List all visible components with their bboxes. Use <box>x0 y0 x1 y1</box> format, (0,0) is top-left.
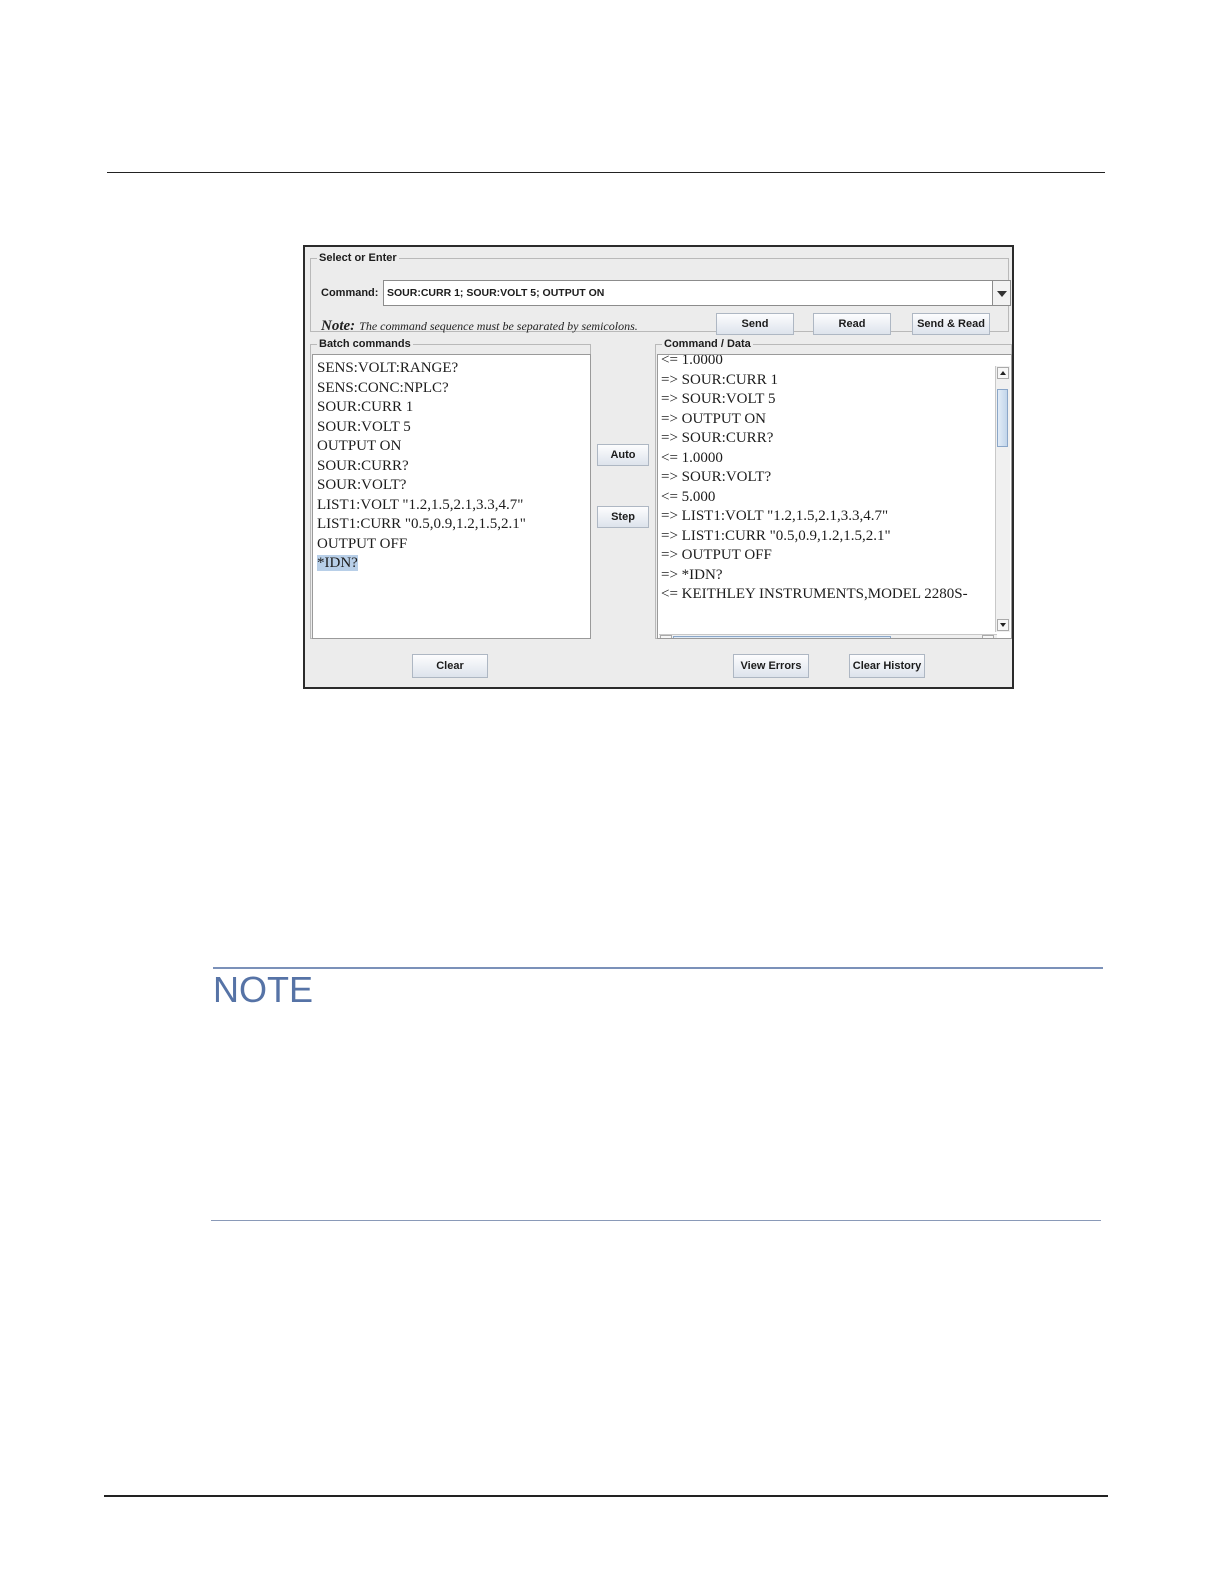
chevron-down-icon[interactable] <box>992 281 1010 305</box>
horizontal-scrollbar[interactable] <box>659 634 997 639</box>
step-button[interactable]: Step <box>597 506 649 528</box>
history-line: => OUTPUT OFF <box>661 547 772 563</box>
horizontal-scroll-thumb[interactable] <box>673 636 891 639</box>
history-line: <= 1.0000 <box>661 354 723 368</box>
batch-command-line[interactable] <box>317 535 586 555</box>
command-data-title: Command / Data <box>664 338 751 350</box>
batch-command-line[interactable] <box>317 457 586 477</box>
command-data-group <box>655 338 1012 639</box>
batch-command-text: OUTPUT OFF <box>317 535 408 552</box>
command-history-pane[interactable] <box>657 354 1012 639</box>
batch-command-line-selected[interactable] <box>317 554 586 574</box>
batch-command-line[interactable] <box>317 496 586 516</box>
scroll-up-arrow-icon[interactable] <box>997 367 1009 379</box>
send-button[interactable]: Send <box>716 313 794 335</box>
scroll-right-arrow-icon[interactable] <box>982 635 994 639</box>
send-and-read-button[interactable]: Send & Read <box>912 313 990 335</box>
batch-command-text: SOUR:VOLT 5 <box>317 418 411 435</box>
batch-command-line[interactable] <box>317 418 586 438</box>
batch-command-text: SOUR:CURR 1 <box>317 399 414 415</box>
note-text: The command sequence must be separated by semicolons. <box>359 319 638 333</box>
batch-command-line[interactable] <box>317 398 586 418</box>
batch-command-line[interactable] <box>317 379 586 399</box>
batch-command-text: SOUR:CURR? <box>317 457 409 474</box>
batch-command-line[interactable] <box>317 515 586 535</box>
history-line: => SOUR:CURR? <box>661 430 774 446</box>
command-input[interactable]: SOUR:CURR 1; SOUR:VOLT 5; OUTPUT ON <box>387 287 605 299</box>
batch-commands-group <box>310 338 591 639</box>
history-line: => SOUR:VOLT? <box>661 469 772 485</box>
scroll-left-arrow-icon[interactable] <box>660 635 672 639</box>
batch-command-text: LIST1:CURR "0.5,0.9,1.2,1.5,2.1" <box>317 516 526 532</box>
batch-command-text: SOUR:VOLT? <box>317 477 407 493</box>
header-rule <box>107 172 1105 173</box>
vertical-scrollbar[interactable] <box>995 366 1010 632</box>
note-top-rule <box>213 967 1103 969</box>
history-line: => *IDN? <box>661 566 723 583</box>
history-line: => SOUR:VOLT 5 <box>661 391 776 407</box>
footer-rule <box>104 1495 1108 1497</box>
history-line: <= 5.000 <box>661 488 716 505</box>
history-line: <= KEITHLEY INSTRUMENTS,MODEL 2280S- <box>661 586 968 602</box>
history-line: => OUTPUT ON <box>661 410 766 427</box>
batch-command-line[interactable] <box>317 437 586 457</box>
batch-command-text: LIST1:VOLT "1.2,1.5,2.1,3.3,4.7" <box>317 496 524 513</box>
batch-command-text: *IDN? <box>317 555 358 571</box>
command-combobox[interactable] <box>383 280 1011 306</box>
command-history-list <box>661 354 968 605</box>
batch-command-text: SENS:VOLT:RANGE? <box>317 360 459 376</box>
read-button[interactable]: Read <box>813 313 891 335</box>
batch-command-line[interactable] <box>317 359 586 379</box>
history-line: => LIST1:VOLT "1.2,1.5,2.1,3.3,4.7" <box>661 508 889 524</box>
view-errors-button[interactable]: View Errors <box>733 654 809 678</box>
note-bottom-rule <box>211 1220 1101 1221</box>
auto-button[interactable]: Auto <box>597 444 649 466</box>
batch-command-line[interactable] <box>317 476 586 496</box>
batch-commands-textarea[interactable] <box>312 354 591 639</box>
batch-command-text: OUTPUT ON <box>317 438 402 454</box>
semicolon-note <box>321 317 638 335</box>
select-or-enter-group <box>310 252 1009 334</box>
clear-history-button[interactable]: Clear History <box>849 654 925 678</box>
command-dialog <box>303 245 1014 689</box>
batch-commands-list <box>317 359 586 574</box>
note-label: Note: <box>321 318 356 334</box>
select-group-title: Select or Enter <box>319 252 397 264</box>
clear-button[interactable]: Clear <box>412 654 488 678</box>
note-heading: NOTE <box>213 969 314 1010</box>
history-line: => LIST1:CURR "0.5,0.9,1.2,1.5,2.1" <box>661 527 891 544</box>
vertical-scroll-thumb[interactable] <box>997 389 1008 447</box>
batch-command-text: SENS:CONC:NPLC? <box>317 379 449 396</box>
history-line: <= 1.0000 <box>661 449 723 466</box>
batch-commands-title: Batch commands <box>319 338 411 350</box>
history-line: => SOUR:CURR 1 <box>661 371 778 388</box>
scroll-down-arrow-icon[interactable] <box>997 619 1009 631</box>
command-label: Command: <box>321 287 379 299</box>
